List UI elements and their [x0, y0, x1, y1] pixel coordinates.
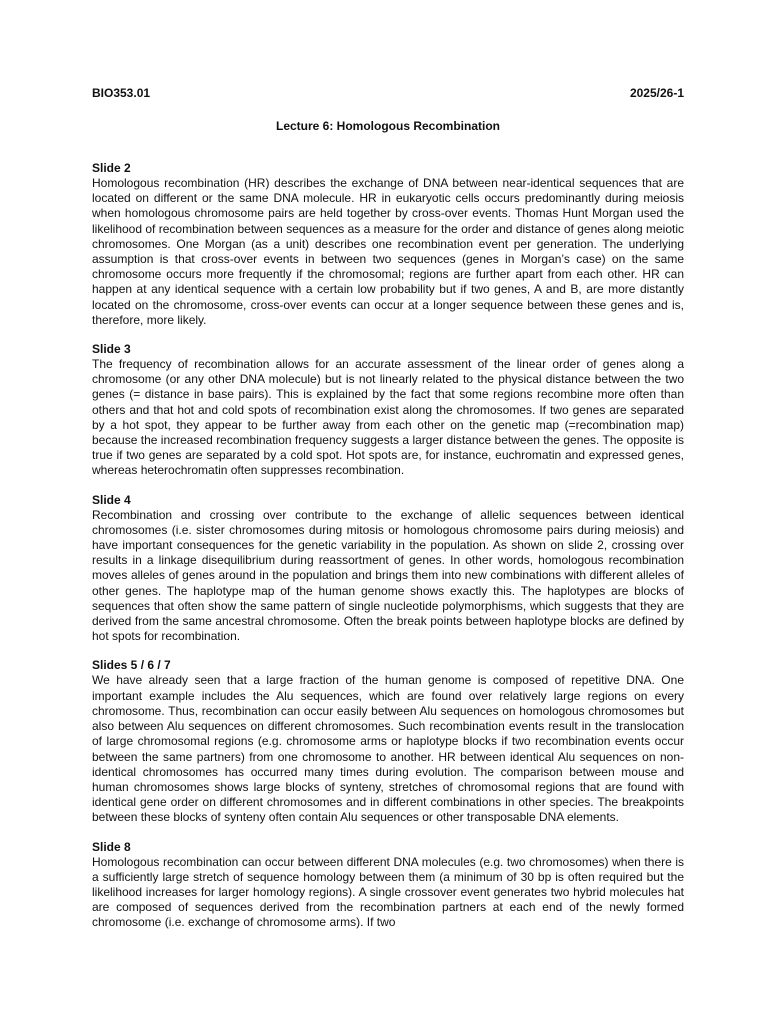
section-slides-5-6-7 — [92, 658, 684, 825]
section-body: Recombination and crossing over contribute to the exchange of allelic sequences between identical chromosomes (i.e. sister chromosomes during mitosis or homologous chromosome pairs during meiosis) and have important consequences for the genetic variability in the population. As shown on slide 2, crossing over results in a linkage disequilibrium during reassortment of genes. In other words, homologous recombination moves alleles of genes around in the population and brings them into new combinations with different alleles of other genes. The haplotype map of the human genome shows exactly this. The haplotypes are blocks of sequences that often show the same pattern of single nucleotide polymorphisms, which suggests that they are derived from the same ancestral chromosome. Often the break points between haplotype blocks are defined by hot spots for recombination. — [92, 507, 684, 644]
section-body: The frequency of recombination allows for an accurate assessment of the linear order of genes along a chromosome (or any other DNA molecule) but is not linearly related to the physical distance between the two genes (= distance in base pairs). This is explained by the fact that some regions recombine more often than others and that hot and cold spots of recombination exist along the chromosomes. If two genes are separated by a hot spot, they appear to be further away from each other on the genetic map (=recombination map) because the increased recombination frequency suggests a larger distance between the genes. The opposite is true if two genes are separated by a cold spot. Hot spots are, for instance, euchromatin and expressed genes, whereas heterochromatin often suppresses recombination. — [92, 357, 684, 478]
section-slide-8 — [92, 840, 684, 931]
sections — [92, 161, 684, 931]
section-heading: Slides 5 / 6 / 7 — [92, 658, 171, 673]
section-heading: Slide 3 — [92, 342, 131, 357]
section-slide-2 — [92, 161, 684, 328]
section-slide-4 — [92, 493, 684, 645]
document-header — [92, 86, 684, 101]
section-body: We have already seen that a large fraction of the human genome is composed of repetitive DNA. One important example includes the Alu sequences, which are found over relatively large regions on every chromosome. Thus, recombination can occur easily between Alu sequences on homologous chromosomes but also between Alu sequences on different chromosomes. Such recombination events result in the translocation of large chromosomal regions (e.g. chromosome arms or haplotype blocks if two recombination events occur between the same partners) from one chromosome to another. HR between identical Alu sequences on non-identical chromosomes has occurred many times during evolution. The comparison between mouse and human chromosomes shows large blocks of synteny, stretches of chromosomal regions that are found with identical gene order on different chromosomes and in different combinations in other species. The breakpoints between these blocks of synteny often contain Alu sequences or other transposable DNA elements. — [92, 673, 684, 825]
section-heading: Slide 2 — [92, 161, 131, 175]
section-heading: Slide 8 — [92, 839, 131, 854]
term: 2025/26-1 — [629, 86, 684, 100]
course-code: BIO353.01 — [92, 86, 151, 100]
section-body: Homologous recombination (HR) describes the exchange of DNA between near-identical sequences that are located on different or the same DNA molecule. HR in eukaryotic cells occurs predominantly during meiosis when homologous chromosome pairs are held together by cross-over events. Thomas Hunt Morgan used the likelihood of recombination between sequences as a measure for the order and distance of genes along meiotic chromosomes. One Morgan (as a unit) describes one recombination event per generation. The underlying assumption is that cross-over events in between two sequences (genes in Morgan’s case) on the same chromosome occurs more frequently if the chromosomal; regions are further apart from each other. HR can happen at any identical sequence with a certain low probability but if two genes, A and B, are more distantly located on the chromosome, cross-over events can occur at a longer sequence between these genes and is, therefore, more likely. — [92, 176, 684, 327]
lecture-title: Lecture 6: Homologous Recombination — [275, 119, 500, 133]
section-slide-3 — [92, 342, 684, 479]
section-body: Homologous recombination can occur between different DNA molecules (e.g. two chromosomes) when there is a sufficiently large stretch of sequence homology between them (a minimum of 30 bp is often required but the likelihood increases for larger homology regions). A single crossover event generates two hybrid molecules hat are composed of sequences derived from the recombination partners at each end of the newly formed chromosome (i.e. exchange of chromosome arms). If two — [92, 854, 684, 930]
section-heading: Slide 4 — [92, 492, 131, 507]
